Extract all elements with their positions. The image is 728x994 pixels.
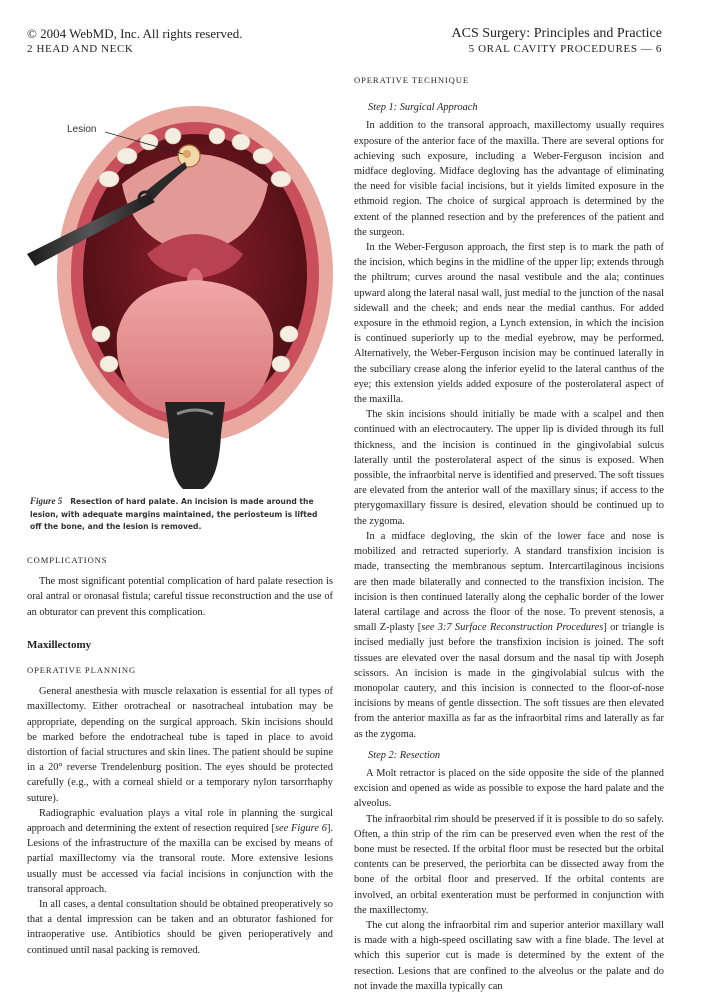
maxillectomy-heading: Maxillectomy [27, 638, 92, 651]
oral-cavity-drawing [27, 84, 335, 489]
section-right: 5 ORAL CAVITY PROCEDURES — 6 [468, 43, 662, 55]
step2-paragraph-1: A Molt retractor is placed on the side opposite the side of the planned excision and opened as wide as possible to expose the hard palate and the alveolus. [354, 767, 664, 810]
step2-paragraph-3: The cut along the infraorbital rim and superior anterior maxillary wall is made with a high-speed oscillating saw with a fine blade. The level at which this superior cut is made is determined by the extent of the resection. Lesions that are confined to the alveolus or the palate and do not invade the maxilla typically can [354, 919, 664, 992]
step1-paragraph-2: In the Weber-Ferguson approach, the first step is to mark the path of the incision, which begins in the midline of the upper lip; extends through the philtrum; curves around the nasal vestibule and the ala; continues upward along the lateral nasal wall, just medial to the junction of the nasal sidewall and the cheek; and ends near the medial canthus. For added exposure in the ethmoid region, a Lynch extension, in which the incision is continued superiorly up to the medial eyebrow, may be performed. Alternatively, the Weber-Ferguson incision may be continued laterally in the subciliary crease along the inferior eyelid to the lateral canthus of the eye; this extension yields added exposure of the posterolateral aspect of the maxilla. [354, 242, 664, 406]
caption-text: Resection of hard palate. An incision is made around the lesion, with adequate margins maintained, the periosteum is lifted off the bone, and the lesion is removed. [30, 497, 318, 531]
step1-paragraph-3: The skin incisions should initially be made with a scalpel and then continued with an electrocautery. The upper lip is divided through its full thickness, and the incision is continued in the gingivolabial sulcus laterally until the posterolateral aspect of the sinus is exposed. When possible, the infraorbital nerve is identified and preserved. The soft tissues are elevated from the anterior wall of the maxillary sinus; if access to the pterygomaxillary fissure is desired, elevation should be continued up to the zygoma. [354, 409, 664, 527]
step1-paragraph-1: In addition to the transoral approach, maxillectomy usually requires exposure of the anterior face of the maxilla. There are several options for achieving such exposure, including a Weber-Ferguson incision and midface degloving. Midface degloving has the advantage of eliminating the need for visible facial incisions, but it yields limited exposure in the ethmoid region. The choice of surgical approach is determined by the extent of the planned resection and by the preferences of the patient and the surgeon. [354, 120, 664, 238]
copyright-line: © 2004 WebMD, Inc. All rights reserved. [27, 26, 243, 41]
operative-technique-heading: OPERATIVE TECHNIQUE [354, 75, 470, 85]
left-column [27, 551, 333, 958]
step1-paragraph-4: In a midface degloving, the skin of the lower face and nose is mobilized and retracted superiorly. A standard transfixion incision is made, transecting the membranous septum. Intercartilaginous incisions are then made bilaterally and connected to the transfixion incision. The incision is then continued laterally along the cephalic border of the lower lateral cartilage and across the floor of the nose. To prevent stenosis, a small Z-plasty [see 3:7 Surface Reconstruction Procedures] or triangle is incised medially just before the transfixion incision is joined. The soft tissues are elevated over the nasal dorsum and the nasal tip with Joseph scissors. An incision is made in the gingivolabial sulcus with the monopolar cautery, and this incision is connected to the floor-of-nose incisions by means of gentle dissection. The soft tissues are then elevated from the anterior maxilla as far as the infraorbital rims and laterally as far as the zygoma. [354, 530, 664, 740]
right-column [354, 71, 664, 994]
tongue [117, 280, 274, 414]
operative-planning-heading: OPERATIVE PLANNING [27, 665, 137, 676]
figure-5-illustration [27, 84, 335, 489]
complications-paragraph: The most significant potential complication of hard palate resection is oral antral or oronasal fistula; careful tissue reconstruction and the use of an obturator can prevent this complication. [27, 576, 333, 618]
surface-reconstruction-reference: see 3:7 Surface Reconstruction Procedures [421, 622, 604, 634]
caption-label: Figure 5 [30, 496, 63, 506]
tongue-depressor [165, 402, 225, 489]
figure-6-reference: see Figure 6 [274, 823, 327, 835]
complications-heading: COMPLICATIONS [27, 555, 108, 565]
planning-paragraph-2: Radiographic evaluation plays a vital role in planning the surgical approach and determining the extent of resection required [see Figure 6]. Lesions of the infrastructure of the maxilla can be excised by means of partial maxillectomy via the transoral route. More extensive lesions usually must be accessed via facial incisions in conjunction with the transoral approach. [27, 807, 333, 895]
step2-paragraph-2: The infraorbital rim should be preserved if it is possible to do so safely. Often, a thin strip of the rim can be preserved even when the rest of the bone must be resected. If the orbital floor must be resected but the orbital contents can be preserved, the periorbita can be dissected away from the bone of the orbital floor and preserved. If the orbital contents are involved, an orbital exenteration must be performed in conjunction with the maxillectomy. [354, 813, 664, 916]
planning-paragraph-3: In all cases, a dental consultation should be obtained preoperatively so that a dental impression can be taken and an obturator fashioned for intraoperative use. Antibiotics should be given perioperatively and continued until nasal packing is removed. [27, 899, 333, 956]
section-left: 2 HEAD AND NECK [27, 43, 134, 55]
planning-paragraph-1: General anesthesia with muscle relaxation is essential for all types of maxillectomy. Either orotracheal or nasotracheal intubation may be appropriate, depending on the surgical approach. Skin incisions should be marked before the endotracheal tube is taped in place to avoid distortion of facial structures and skin lines. The patient should be supine in a 20° reverse Trendelenburg position. The eyes should be protected carefully (e.g., with a corneal shield or a temporary nylon tarsorrhaphy suture). [27, 686, 333, 804]
step-2-heading: Step 2: Resection [368, 749, 441, 761]
lesion-core [183, 150, 191, 158]
step-1-heading: Step 1: Surgical Approach [368, 102, 478, 114]
book-title: ACS Surgery: Principles and Practice [451, 26, 662, 41]
figure-caption [30, 495, 330, 534]
lesion-label: Lesion [67, 124, 97, 135]
